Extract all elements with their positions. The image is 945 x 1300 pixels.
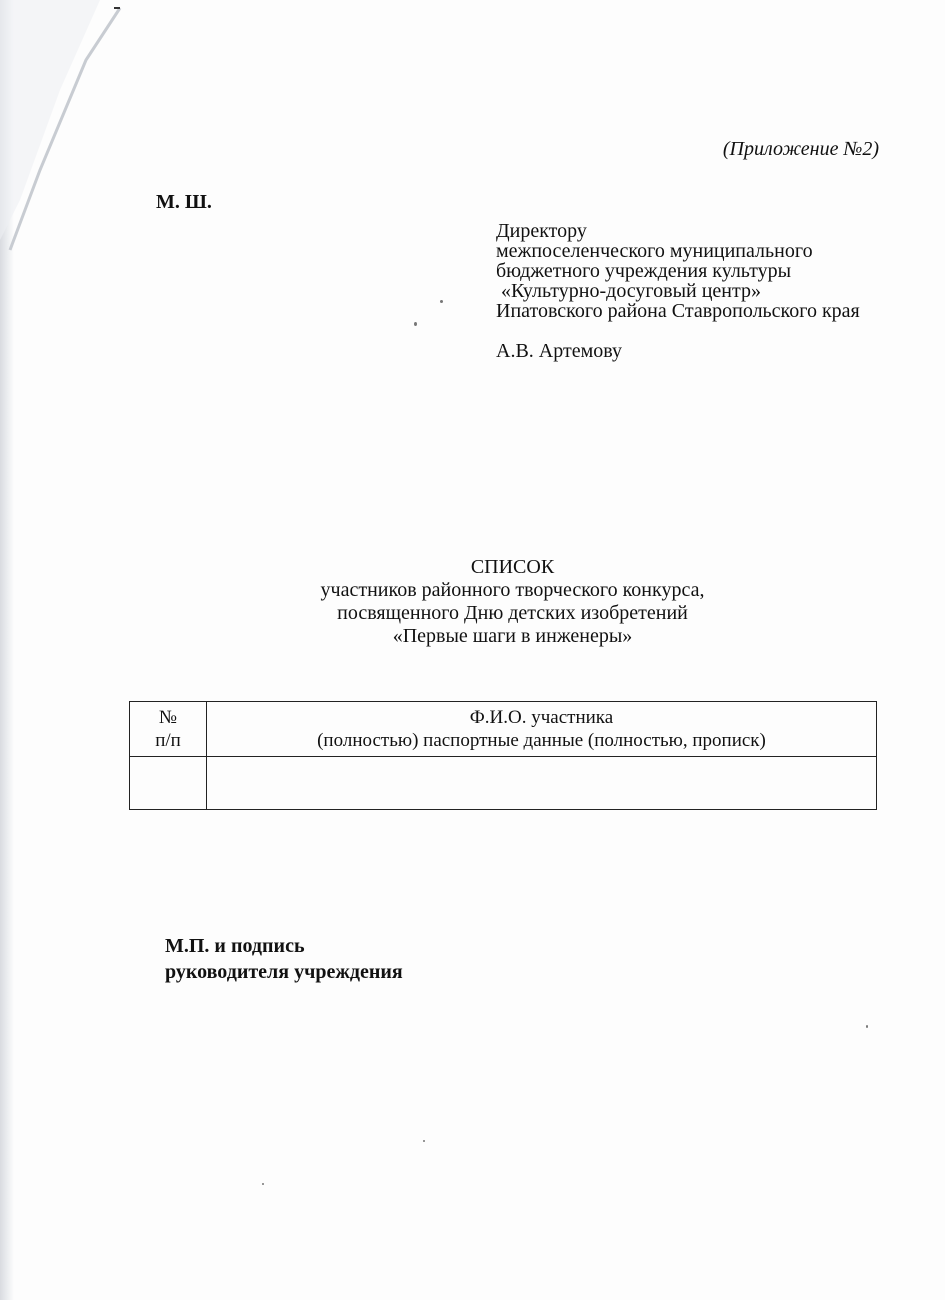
document-subtitle-line: участников районного творческого конкурса, bbox=[320, 579, 705, 601]
addressee-name: А.В. Артемову bbox=[496, 340, 622, 362]
column-header-participant bbox=[207, 702, 877, 757]
scan-speck bbox=[414, 322, 417, 326]
signature-line: М.П. и подпись bbox=[165, 935, 305, 957]
document-subtitle-line: посвященного Дню детских изобретений bbox=[337, 602, 688, 624]
table-row bbox=[130, 757, 877, 810]
scan-fold-artifact bbox=[0, 0, 130, 260]
scan-speck bbox=[440, 300, 443, 303]
addressee-line: Ипатовского района Ставропольского края bbox=[496, 300, 860, 322]
signature-line: руководителя учреждения bbox=[165, 961, 403, 983]
column-header-participant-line: Ф.И.О. участника bbox=[469, 707, 614, 728]
addressee-line: Директору bbox=[496, 220, 587, 242]
scan-speck bbox=[262, 1183, 264, 1185]
table-cell-participant[interactable] bbox=[207, 757, 877, 810]
addressee-block bbox=[496, 221, 860, 361]
signature-block bbox=[165, 933, 403, 985]
scan-speck bbox=[866, 1025, 868, 1028]
addressee-line: бюджетного учреждения культуры bbox=[496, 260, 792, 282]
addressee-line: «Культурно-досуговый центр» bbox=[496, 280, 761, 302]
appendix-label: (Приложение №2) bbox=[722, 138, 879, 160]
table-header-row bbox=[130, 702, 877, 757]
document-title-block bbox=[0, 556, 945, 648]
column-header-number bbox=[130, 702, 207, 757]
document-subtitle-line: «Первые шаги в инженеры» bbox=[392, 625, 633, 647]
addressee-line: межпоселенческого муниципального bbox=[496, 240, 813, 262]
participants-table bbox=[129, 701, 877, 810]
column-header-number-line: № bbox=[158, 707, 178, 728]
table-cell-number[interactable] bbox=[130, 757, 207, 810]
scan-speck bbox=[423, 1140, 425, 1142]
column-header-number-line: п/п bbox=[155, 730, 181, 751]
document-title: СПИСОК bbox=[470, 556, 555, 578]
column-header-participant-line: (полностью) паспортные данные (полностью, прописк) bbox=[317, 730, 766, 751]
stamp-place-label: М. Ш. bbox=[156, 191, 212, 213]
scan-edge-shadow bbox=[0, 0, 14, 1300]
